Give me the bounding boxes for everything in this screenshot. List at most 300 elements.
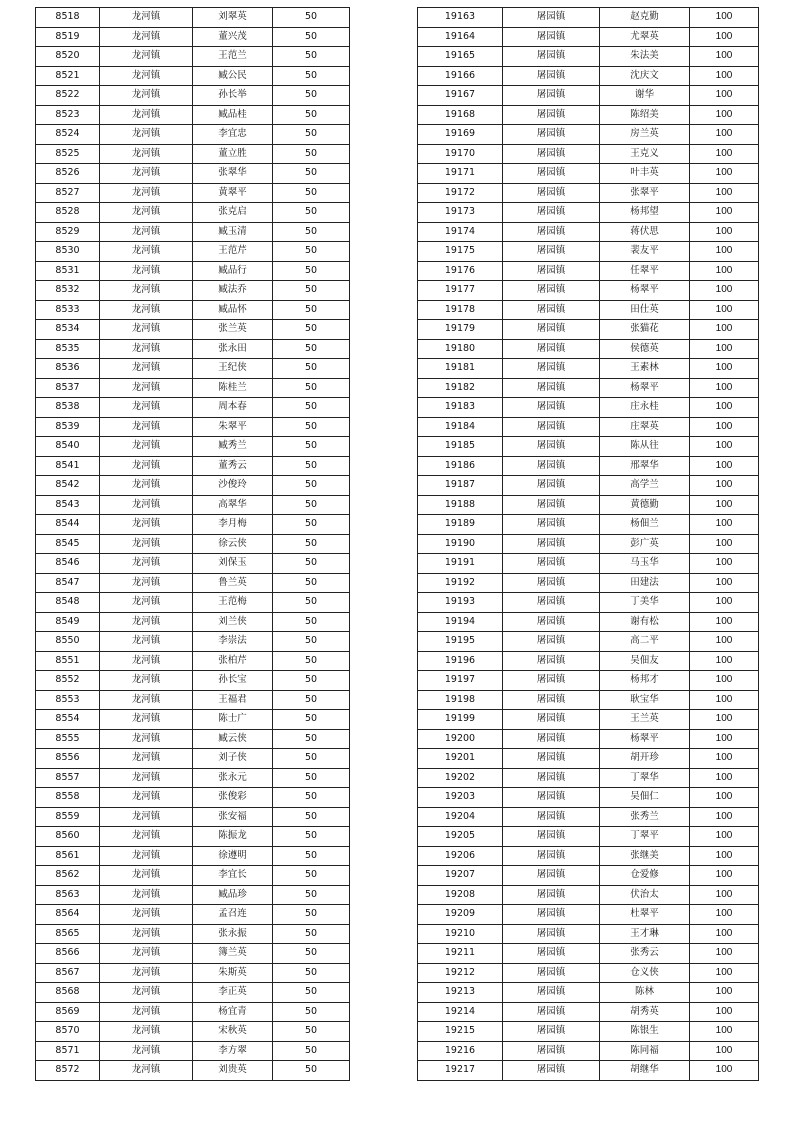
table-row [418,359,759,379]
table-row [36,729,350,749]
person-name-cell: 张安福 [193,807,273,827]
person-name-cell: 陈振龙 [193,827,273,847]
table-row [36,963,350,983]
amount-cell: 100 [690,359,759,379]
serial-number-cell: 19204 [418,807,503,827]
table-row [418,125,759,145]
serial-number-cell: 8558 [36,788,100,808]
amount-cell: 100 [690,417,759,437]
serial-number-cell: 19171 [418,164,503,184]
serial-number-cell: 8555 [36,729,100,749]
serial-number-cell: 19175 [418,242,503,262]
table-row [36,281,350,301]
person-name-cell: 高翠华 [193,495,273,515]
town-cell: 龙河镇 [100,476,193,496]
amount-cell: 50 [273,768,350,788]
amount-cell: 100 [690,86,759,106]
person-name-cell: 张猫花 [600,320,690,340]
table-row [418,281,759,301]
table-row [418,534,759,554]
amount-cell: 100 [690,261,759,281]
person-name-cell: 臧玉清 [193,222,273,242]
table-row [36,339,350,359]
amount-cell: 50 [273,242,350,262]
right-roster-body [418,8,759,1081]
serial-number-cell: 19206 [418,846,503,866]
table-row [36,86,350,106]
amount-cell: 100 [690,593,759,613]
amount-cell: 100 [690,203,759,223]
town-cell: 龙河镇 [100,320,193,340]
serial-number-cell: 8560 [36,827,100,847]
amount-cell: 100 [690,944,759,964]
town-cell: 龙河镇 [100,164,193,184]
town-cell: 龙河镇 [100,710,193,730]
serial-number-cell: 8535 [36,339,100,359]
serial-number-cell: 19179 [418,320,503,340]
person-name-cell: 王范芹 [193,242,273,262]
person-name-cell: 丁翠平 [600,827,690,847]
town-cell: 龙河镇 [100,1041,193,1061]
town-cell: 龙河镇 [100,339,193,359]
amount-cell: 50 [273,125,350,145]
serial-number-cell: 19178 [418,300,503,320]
table-row [418,1022,759,1042]
table-row [418,66,759,86]
person-name-cell: 高二平 [600,632,690,652]
town-cell: 屠园镇 [503,807,600,827]
person-name-cell: 臧秀兰 [193,437,273,457]
serial-number-cell: 19173 [418,203,503,223]
table-row [36,27,350,47]
amount-cell: 50 [273,437,350,457]
table-row [36,164,350,184]
table-row [36,378,350,398]
town-cell: 屠园镇 [503,86,600,106]
amount-cell: 50 [273,534,350,554]
town-cell: 龙河镇 [100,554,193,574]
amount-cell: 100 [690,300,759,320]
table-row [418,300,759,320]
person-name-cell: 张永振 [193,924,273,944]
table-row [36,203,350,223]
town-cell: 龙河镇 [100,222,193,242]
amount-cell: 50 [273,515,350,535]
amount-cell: 50 [273,554,350,574]
table-row [418,339,759,359]
town-cell: 龙河镇 [100,651,193,671]
serial-number-cell: 19166 [418,66,503,86]
serial-number-cell: 8542 [36,476,100,496]
town-cell: 龙河镇 [100,495,193,515]
table-row [418,885,759,905]
person-name-cell: 张柏芹 [193,651,273,671]
serial-number-cell: 19191 [418,554,503,574]
serial-number-cell: 19192 [418,573,503,593]
amount-cell: 50 [273,476,350,496]
table-row [36,1002,350,1022]
table-row [418,242,759,262]
person-name-cell: 刘贵英 [193,1061,273,1081]
serial-number-cell: 19163 [418,8,503,28]
amount-cell: 100 [690,125,759,145]
serial-number-cell: 19190 [418,534,503,554]
town-cell: 屠园镇 [503,183,600,203]
serial-number-cell: 19174 [418,222,503,242]
amount-cell: 100 [690,456,759,476]
person-name-cell: 朱斯英 [193,963,273,983]
table-row [418,27,759,47]
town-cell: 屠园镇 [503,710,600,730]
person-name-cell: 王才琳 [600,924,690,944]
table-row [36,866,350,886]
town-cell: 屠园镇 [503,164,600,184]
table-row [418,378,759,398]
town-cell: 龙河镇 [100,671,193,691]
amount-cell: 50 [273,671,350,691]
town-cell: 屠园镇 [503,944,600,964]
town-cell: 屠园镇 [503,437,600,457]
table-row [36,671,350,691]
town-cell: 屠园镇 [503,144,600,164]
serial-number-cell: 19212 [418,963,503,983]
serial-number-cell: 19180 [418,339,503,359]
town-cell: 龙河镇 [100,593,193,613]
amount-cell: 100 [690,339,759,359]
amount-cell: 50 [273,495,350,515]
amount-cell: 100 [690,27,759,47]
person-name-cell: 庄翠英 [600,417,690,437]
person-name-cell: 谢华 [600,86,690,106]
person-name-cell: 杨翠平 [600,378,690,398]
amount-cell: 50 [273,8,350,28]
person-name-cell: 伏治太 [600,885,690,905]
amount-cell: 50 [273,944,350,964]
serial-number-cell: 19176 [418,261,503,281]
amount-cell: 50 [273,807,350,827]
town-cell: 屠园镇 [503,593,600,613]
amount-cell: 50 [273,632,350,652]
table-row [36,768,350,788]
serial-number-cell: 19205 [418,827,503,847]
amount-cell: 50 [273,710,350,730]
table-row [36,437,350,457]
amount-cell: 100 [690,671,759,691]
town-cell: 龙河镇 [100,983,193,1003]
serial-number-cell: 8548 [36,593,100,613]
serial-number-cell: 8563 [36,885,100,905]
person-name-cell: 杜翠平 [600,905,690,925]
amount-cell: 50 [273,651,350,671]
town-cell: 龙河镇 [100,827,193,847]
table-row [418,807,759,827]
town-cell: 龙河镇 [100,690,193,710]
serial-number-cell: 8549 [36,612,100,632]
table-row [36,846,350,866]
table-row [36,690,350,710]
amount-cell: 50 [273,1061,350,1081]
serial-number-cell: 8554 [36,710,100,730]
table-row [418,671,759,691]
amount-cell: 100 [690,398,759,418]
amount-cell: 100 [690,612,759,632]
table-row [36,534,350,554]
person-name-cell: 臧公民 [193,66,273,86]
person-name-cell: 李宜忠 [193,125,273,145]
serial-number-cell: 8570 [36,1022,100,1042]
serial-number-cell: 8530 [36,242,100,262]
amount-cell: 100 [690,8,759,28]
serial-number-cell: 19213 [418,983,503,1003]
serial-number-cell: 19168 [418,105,503,125]
person-name-cell: 张俊彩 [193,788,273,808]
person-name-cell: 王范梅 [193,593,273,613]
serial-number-cell: 19208 [418,885,503,905]
town-cell: 屠园镇 [503,729,600,749]
person-name-cell: 胡秀英 [600,1002,690,1022]
person-name-cell: 刘兰侠 [193,612,273,632]
town-cell: 龙河镇 [100,768,193,788]
table-row [36,827,350,847]
amount-cell: 50 [273,300,350,320]
serial-number-cell: 8538 [36,398,100,418]
serial-number-cell: 8572 [36,1061,100,1081]
amount-cell: 100 [690,66,759,86]
table-row [418,476,759,496]
table-row [418,690,759,710]
serial-number-cell: 8557 [36,768,100,788]
town-cell: 龙河镇 [100,1061,193,1081]
town-cell: 屠园镇 [503,612,600,632]
town-cell: 屠园镇 [503,1022,600,1042]
amount-cell: 50 [273,963,350,983]
table-row [418,1002,759,1022]
person-name-cell: 陈银生 [600,1022,690,1042]
town-cell: 屠园镇 [503,495,600,515]
serial-number-cell: 19170 [418,144,503,164]
serial-number-cell: 19209 [418,905,503,925]
town-cell: 屠园镇 [503,339,600,359]
serial-number-cell: 8521 [36,66,100,86]
person-name-cell: 王范兰 [193,47,273,67]
serial-number-cell: 19182 [418,378,503,398]
person-name-cell: 臧品桂 [193,105,273,125]
serial-number-cell: 8540 [36,437,100,457]
person-name-cell: 周本春 [193,398,273,418]
person-name-cell: 杨宜青 [193,1002,273,1022]
person-name-cell: 李方翠 [193,1041,273,1061]
person-name-cell: 杨佃兰 [600,515,690,535]
person-name-cell: 李宜长 [193,866,273,886]
amount-cell: 50 [273,573,350,593]
amount-cell: 50 [273,846,350,866]
town-cell: 龙河镇 [100,456,193,476]
table-row [36,554,350,574]
amount-cell: 50 [273,281,350,301]
person-name-cell: 仓义侠 [600,963,690,983]
table-row [418,827,759,847]
town-cell: 龙河镇 [100,729,193,749]
person-name-cell: 董立胜 [193,144,273,164]
person-name-cell: 庄永桂 [600,398,690,418]
serial-number-cell: 8519 [36,27,100,47]
town-cell: 龙河镇 [100,27,193,47]
serial-number-cell: 8566 [36,944,100,964]
amount-cell: 50 [273,183,350,203]
table-row [418,846,759,866]
serial-number-cell: 19172 [418,183,503,203]
town-cell: 屠园镇 [503,983,600,1003]
town-cell: 屠园镇 [503,222,600,242]
town-cell: 龙河镇 [100,242,193,262]
town-cell: 龙河镇 [100,788,193,808]
person-name-cell: 王纪侠 [193,359,273,379]
table-row [418,203,759,223]
serial-number-cell: 8546 [36,554,100,574]
town-cell: 龙河镇 [100,8,193,28]
amount-cell: 100 [690,690,759,710]
amount-cell: 100 [690,963,759,983]
town-cell: 龙河镇 [100,144,193,164]
amount-cell: 50 [273,983,350,1003]
person-name-cell: 宋秋英 [193,1022,273,1042]
table-row [36,651,350,671]
town-cell: 屠园镇 [503,866,600,886]
table-row [418,651,759,671]
serial-number-cell: 8545 [36,534,100,554]
table-row [418,437,759,457]
person-name-cell: 鲁兰英 [193,573,273,593]
serial-number-cell: 8523 [36,105,100,125]
person-name-cell: 蒋伏思 [600,222,690,242]
person-name-cell: 董秀云 [193,456,273,476]
person-name-cell: 胡开珍 [600,749,690,769]
serial-number-cell: 8526 [36,164,100,184]
amount-cell: 100 [690,476,759,496]
serial-number-cell: 8562 [36,866,100,886]
person-name-cell: 张翠华 [193,164,273,184]
person-name-cell: 刘子侠 [193,749,273,769]
town-cell: 屠园镇 [503,281,600,301]
table-row [36,183,350,203]
person-name-cell: 张秀兰 [600,807,690,827]
amount-cell: 100 [690,632,759,652]
table-row [418,456,759,476]
table-row [36,710,350,730]
person-name-cell: 马玉华 [600,554,690,574]
town-cell: 龙河镇 [100,924,193,944]
person-name-cell: 徐云侠 [193,534,273,554]
amount-cell: 50 [273,320,350,340]
table-row [36,1022,350,1042]
town-cell: 屠园镇 [503,27,600,47]
town-cell: 龙河镇 [100,1002,193,1022]
serial-number-cell: 19181 [418,359,503,379]
serial-number-cell: 19164 [418,27,503,47]
amount-cell: 100 [690,164,759,184]
town-cell: 屠园镇 [503,66,600,86]
amount-cell: 50 [273,359,350,379]
amount-cell: 50 [273,339,350,359]
amount-cell: 100 [690,320,759,340]
serial-number-cell: 19188 [418,495,503,515]
town-cell: 龙河镇 [100,281,193,301]
table-row [418,983,759,1003]
left-roster-body [36,8,350,1081]
amount-cell: 100 [690,47,759,67]
person-name-cell: 高学兰 [600,476,690,496]
amount-cell: 100 [690,788,759,808]
person-name-cell: 杨翠平 [600,729,690,749]
town-cell: 屠园镇 [503,534,600,554]
serial-number-cell: 19207 [418,866,503,886]
table-row [418,398,759,418]
serial-number-cell: 19199 [418,710,503,730]
town-cell: 屠园镇 [503,651,600,671]
serial-number-cell: 8565 [36,924,100,944]
table-row [418,47,759,67]
table-row [36,66,350,86]
amount-cell: 50 [273,378,350,398]
serial-number-cell: 19216 [418,1041,503,1061]
serial-number-cell: 19185 [418,437,503,457]
amount-cell: 50 [273,924,350,944]
person-name-cell: 丁翠华 [600,768,690,788]
serial-number-cell: 8568 [36,983,100,1003]
town-cell: 屠园镇 [503,554,600,574]
table-row [36,359,350,379]
amount-cell: 100 [690,885,759,905]
person-name-cell: 陈同福 [600,1041,690,1061]
town-cell: 龙河镇 [100,612,193,632]
table-row [36,593,350,613]
table-row [418,788,759,808]
person-name-cell: 吴佃仁 [600,788,690,808]
town-cell: 屠园镇 [503,476,600,496]
amount-cell: 50 [273,1022,350,1042]
amount-cell: 100 [690,846,759,866]
person-name-cell: 张永元 [193,768,273,788]
serial-number-cell: 8534 [36,320,100,340]
amount-cell: 100 [690,651,759,671]
town-cell: 龙河镇 [100,125,193,145]
serial-number-cell: 8556 [36,749,100,769]
table-row [36,924,350,944]
table-row [418,905,759,925]
town-cell: 屠园镇 [503,768,600,788]
person-name-cell: 丁美华 [600,593,690,613]
town-cell: 屠园镇 [503,8,600,28]
table-row [36,417,350,437]
person-name-cell: 徐遵明 [193,846,273,866]
table-row [36,573,350,593]
town-cell: 龙河镇 [100,437,193,457]
table-row [36,105,350,125]
table-row [418,612,759,632]
table-row [36,242,350,262]
serial-number-cell: 19189 [418,515,503,535]
amount-cell: 100 [690,281,759,301]
amount-cell: 50 [273,1002,350,1022]
amount-cell: 100 [690,905,759,925]
table-row [418,183,759,203]
serial-number-cell: 19194 [418,612,503,632]
table-row [418,924,759,944]
person-name-cell: 任翠平 [600,261,690,281]
town-cell: 龙河镇 [100,749,193,769]
amount-cell: 100 [690,573,759,593]
serial-number-cell: 8559 [36,807,100,827]
